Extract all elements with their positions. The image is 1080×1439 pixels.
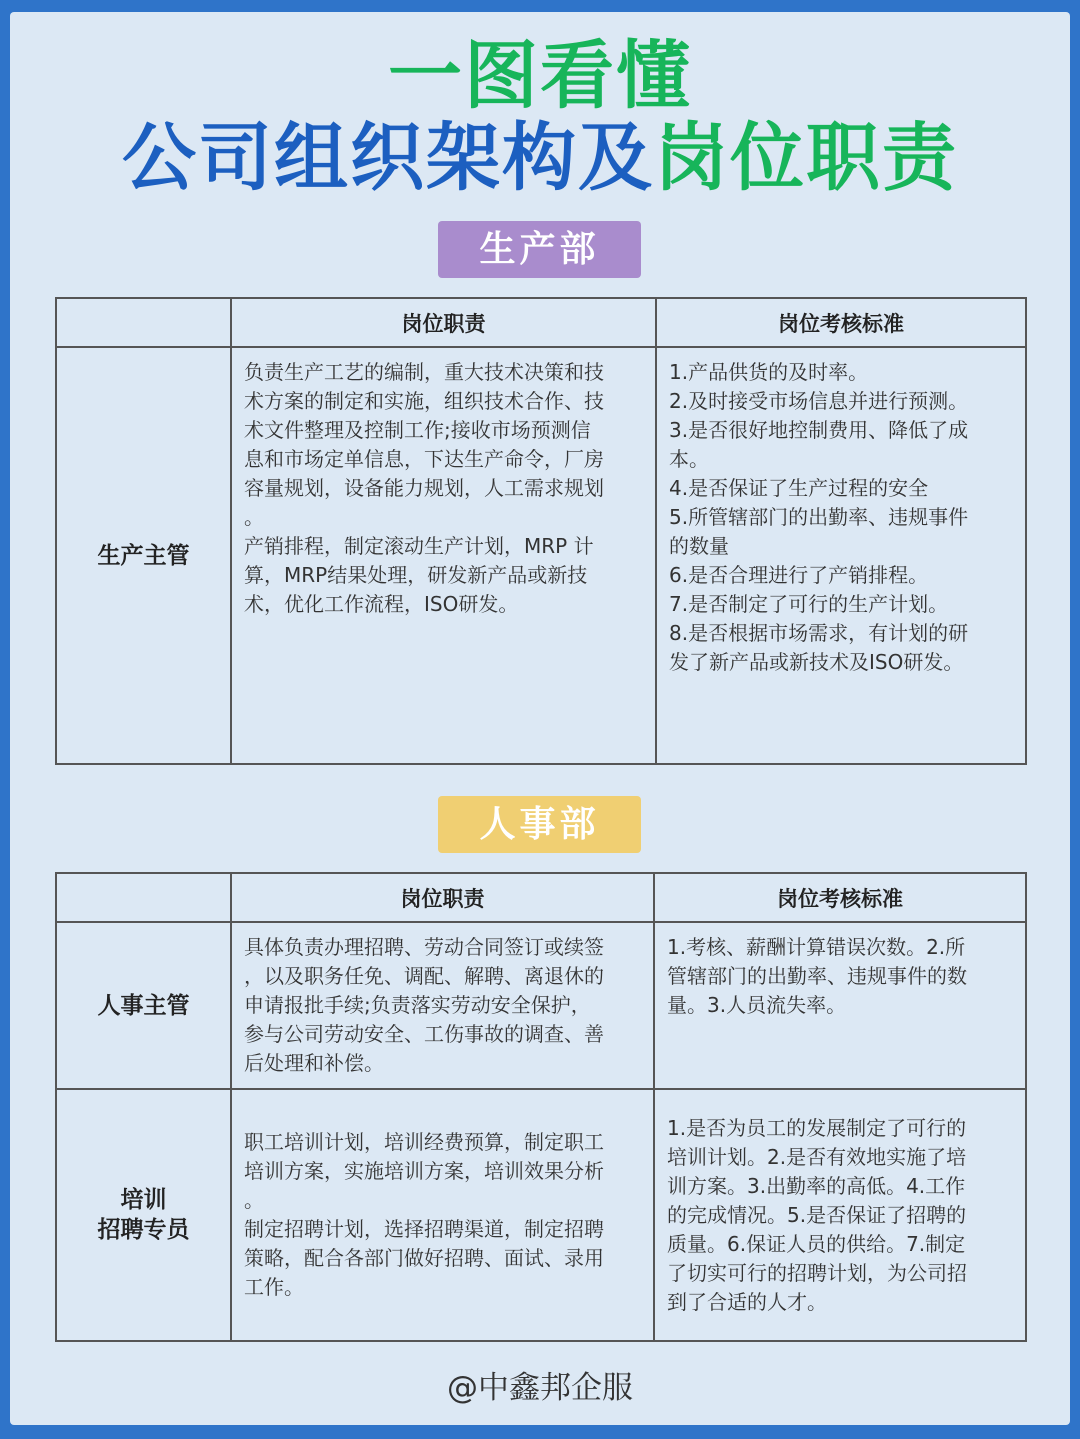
role-production-manager: 生产主管	[56, 347, 231, 764]
standard-text: 1.考核、薪酬计算错误次数。2.所 管辖部门的出勤率、违规事件的数 量。3.人员流失率。	[667, 935, 967, 1017]
title-part-blue: 公司组织架构及	[122, 115, 654, 201]
dept-badge-hr: 人事部	[438, 796, 641, 853]
table-row	[56, 922, 1026, 1089]
duty-text: 职工培训计划，培训经费预算，制定职工 培训方案，实施培训方案，培训效果分析 。 制定招聘计划，选择招聘渠道，制定招聘 策略，配合各部门做好招聘、面试、录用 工作。	[244, 1130, 604, 1299]
duty-text: 具体负责办理招聘、劳动合同签订或续签 ，以及职务任免、调配、解聘、离退休的 申请报批手续;负责落实劳动安全保护， 参与公司劳动安全、工伤事故的调查、善 后处理和补偿。	[244, 935, 604, 1075]
table-header-row	[56, 873, 1026, 922]
page-title-line1: 一图看懂	[388, 33, 692, 119]
role-line1: 培训	[120, 1187, 167, 1213]
dept-badge-production: 生产部	[438, 221, 641, 278]
header-duty: 岗位职责	[231, 873, 654, 922]
standard-text: 1.是否为员工的发展制定了可行的 培训计划。2.是否有效地实施了培 训方案。3.出勤率的高低。4.工作 的完成情况。5.是否保证了招聘的 质量。6.保证人员的供给。7.制定 了切实可行的招聘计划，为公司招 到了合适的人才。	[667, 1115, 967, 1314]
title-part-green: 岗位职责	[654, 115, 958, 201]
hr-table	[55, 872, 1027, 1342]
duty-cell	[231, 1089, 654, 1341]
header-empty-cell	[56, 298, 231, 347]
table-header-row	[56, 298, 1026, 347]
duty-text: 负责生产工艺的编制，重大技术决策和技 术方案的制定和实施，组织技术合作、技 术文件整理及控制工作;接收市场预测信 息和市场定单信息，下达生产命令，厂房 容量规划，设备能力规划，人工需求规划 。 产销排程，制定滚动生产计划，MRP 计 算，MRP结果处理，研发新产品或新技 术，优化工作流程，ISO研发。	[244, 360, 604, 616]
production-table	[55, 297, 1027, 765]
standard-text: 1.产品供货的及时率。 2.及时接受市场信息并进行预测。 3.是否很好地控制费用、降低了成 本。 4.是否保证了生产过程的安全 5.所管辖部门的出勤率、违规事件 的数量 6.是否合理进行了产销排程。 7.是否制定了可行的生产计划。 8.是否根据市场需求，有计划的研 发了新产品或新技术及ISO研发。	[669, 360, 969, 674]
header-empty-cell	[56, 873, 231, 922]
standard-cell	[654, 1089, 1026, 1341]
header-standard: 岗位考核标准	[656, 298, 1026, 347]
role-training-recruitment	[56, 1089, 231, 1341]
watermark: @中鑫邦企服	[447, 1370, 633, 1406]
table-row	[56, 347, 1026, 764]
standard-cell	[654, 922, 1026, 1089]
duty-cell	[231, 347, 656, 764]
page-title-line2	[0, 115, 1080, 201]
role-hr-manager: 人事主管	[56, 922, 231, 1089]
header-duty: 岗位职责	[231, 298, 656, 347]
table-row	[56, 1089, 1026, 1341]
duty-cell	[231, 922, 654, 1089]
header-standard: 岗位考核标准	[654, 873, 1026, 922]
standard-cell	[656, 347, 1026, 764]
role-line2: 招聘专员	[97, 1217, 190, 1243]
